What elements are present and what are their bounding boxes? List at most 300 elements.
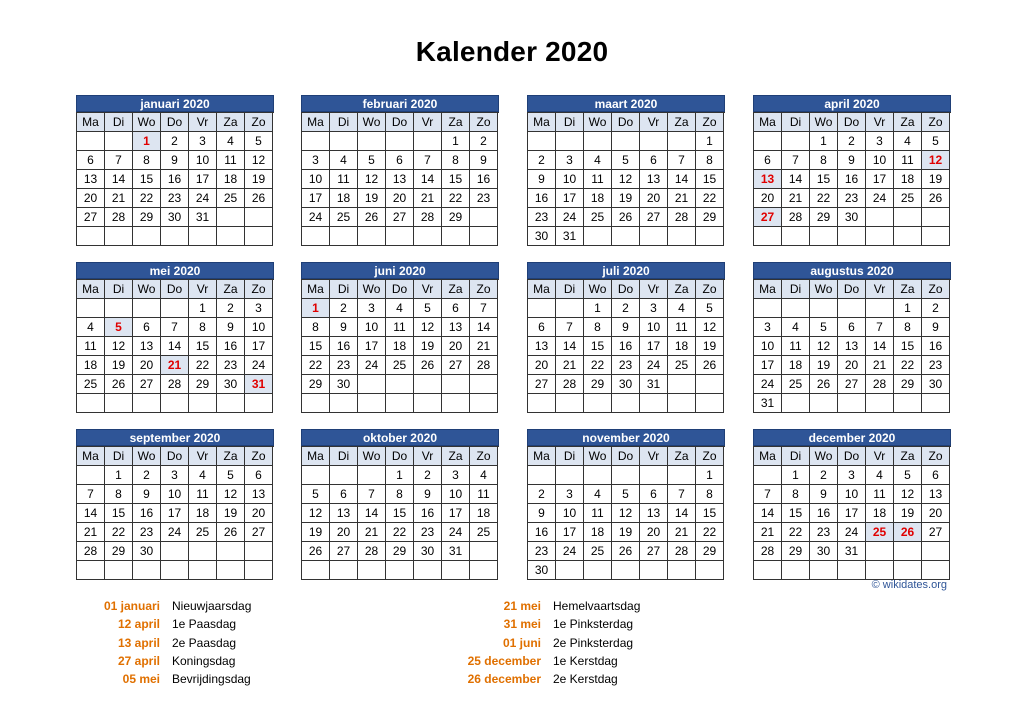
- day-cell: 16: [414, 504, 442, 523]
- weekday-header: Do: [386, 447, 414, 466]
- day-cell: 2: [838, 132, 866, 151]
- holiday-date: 01 januari: [103, 599, 160, 613]
- empty-day-cell: [302, 132, 330, 151]
- day-cell: 17: [189, 170, 217, 189]
- day-cell: 10: [442, 485, 470, 504]
- holiday-date: 25 december: [467, 653, 541, 668]
- day-cell: 29: [696, 542, 724, 561]
- day-cell: 12: [358, 170, 386, 189]
- empty-day-cell: [556, 466, 584, 485]
- empty-day-cell: [330, 466, 358, 485]
- day-cell: 21: [105, 189, 133, 208]
- empty-day-cell: [470, 375, 498, 394]
- day-cell: 19: [810, 356, 838, 375]
- empty-day-cell: [189, 561, 217, 580]
- day-cell: 16: [217, 337, 245, 356]
- day-cell: 3: [640, 299, 668, 318]
- empty-day-cell: [470, 542, 498, 561]
- month-title: augustus 2020: [753, 262, 951, 279]
- empty-day-cell: [105, 132, 133, 151]
- empty-day-cell: [245, 542, 273, 561]
- month-calendar: [753, 262, 951, 413]
- weekday-header: Vr: [189, 113, 217, 132]
- holiday-date: 01 juni: [502, 635, 541, 650]
- day-cell: 2: [922, 299, 950, 318]
- day-cell: 28: [77, 542, 105, 561]
- day-cell: 21: [668, 189, 696, 208]
- empty-day-cell: [414, 394, 442, 413]
- empty-day-cell: [584, 466, 612, 485]
- empty-day-cell: [782, 132, 810, 151]
- empty-day-cell: [414, 132, 442, 151]
- empty-day-cell: [810, 299, 838, 318]
- month-calendar: [527, 262, 725, 413]
- day-cell: 28: [668, 542, 696, 561]
- day-cell: 28: [668, 208, 696, 227]
- day-cell: 11: [217, 151, 245, 170]
- day-cell: 6: [640, 485, 668, 504]
- empty-day-cell: [612, 394, 640, 413]
- weekday-header: Do: [838, 447, 866, 466]
- empty-day-cell: [640, 132, 668, 151]
- day-cell: 30: [922, 375, 950, 394]
- day-cell: 17: [556, 189, 584, 208]
- day-cell: 20: [640, 523, 668, 542]
- holiday-name: Koningsdag: [172, 653, 236, 668]
- day-cell: 8: [442, 151, 470, 170]
- holiday-name: Hemelvaartsdag: [553, 599, 641, 613]
- day-cell: 2: [217, 299, 245, 318]
- month-days-grid: [753, 279, 951, 413]
- day-cell: 26: [217, 523, 245, 542]
- day-cell: 31: [442, 542, 470, 561]
- empty-day-cell: [838, 394, 866, 413]
- day-cell: 11: [668, 318, 696, 337]
- empty-day-cell: [245, 227, 273, 246]
- day-cell: 5: [696, 299, 724, 318]
- day-cell: 8: [696, 485, 724, 504]
- weekday-header: Wo: [584, 280, 612, 299]
- empty-day-cell: [810, 227, 838, 246]
- day-cell: 28: [105, 208, 133, 227]
- holiday-row: [60, 652, 251, 670]
- empty-day-cell: [442, 375, 470, 394]
- day-cell: 7: [556, 318, 584, 337]
- day-cell: 28: [754, 542, 782, 561]
- empty-day-cell: [77, 466, 105, 485]
- month-calendar: [301, 95, 499, 246]
- day-cell: 24: [442, 523, 470, 542]
- day-cell: 17: [838, 504, 866, 523]
- day-cell: 10: [245, 318, 273, 337]
- day-cell: 24: [245, 356, 273, 375]
- day-cell: 19: [217, 504, 245, 523]
- holiday-day-cell: 13: [754, 170, 782, 189]
- empty-day-cell: [556, 299, 584, 318]
- empty-day-cell: [161, 542, 189, 561]
- empty-day-cell: [77, 394, 105, 413]
- holiday-date: 31 mei: [503, 617, 541, 632]
- holiday-day-cell: 31: [245, 375, 273, 394]
- day-cell: 28: [161, 375, 189, 394]
- day-cell: 12: [612, 170, 640, 189]
- weekday-header: Di: [556, 113, 584, 132]
- day-cell: 3: [189, 132, 217, 151]
- day-cell: 9: [470, 151, 498, 170]
- day-cell: 13: [922, 485, 950, 504]
- day-cell: 7: [161, 318, 189, 337]
- page-title: Kalender 2020: [415, 36, 609, 67]
- weekday-header: Zo: [922, 280, 950, 299]
- day-cell: 18: [894, 170, 922, 189]
- empty-day-cell: [302, 227, 330, 246]
- holiday-name: Bevrijdingsdag: [172, 672, 251, 687]
- weekday-header: Do: [838, 280, 866, 299]
- empty-day-cell: [302, 394, 330, 413]
- day-cell: 5: [612, 485, 640, 504]
- day-cell: 7: [668, 485, 696, 504]
- day-cell: 26: [922, 189, 950, 208]
- day-cell: 29: [189, 375, 217, 394]
- day-cell: 5: [358, 151, 386, 170]
- empty-day-cell: [330, 561, 358, 580]
- day-cell: 12: [302, 504, 330, 523]
- month-days-grid: [301, 112, 499, 246]
- day-cell: 3: [838, 466, 866, 485]
- day-cell: 8: [386, 485, 414, 504]
- month-title: september 2020: [76, 429, 274, 446]
- empty-day-cell: [584, 561, 612, 580]
- weekday-header: Di: [105, 113, 133, 132]
- empty-day-cell: [133, 299, 161, 318]
- day-cell: 4: [217, 132, 245, 151]
- day-cell: 2: [612, 299, 640, 318]
- weekday-header: Do: [612, 113, 640, 132]
- holiday-name: 2e Paasdag: [172, 635, 237, 650]
- empty-day-cell: [414, 561, 442, 580]
- empty-day-cell: [922, 227, 950, 246]
- weekday-header: Di: [105, 280, 133, 299]
- day-cell: 12: [217, 485, 245, 504]
- day-cell: 29: [133, 208, 161, 227]
- empty-day-cell: [894, 542, 922, 561]
- day-cell: 21: [77, 523, 105, 542]
- weekday-header: Di: [782, 447, 810, 466]
- empty-day-cell: [696, 227, 724, 246]
- day-cell: 20: [386, 189, 414, 208]
- empty-day-cell: [668, 227, 696, 246]
- day-cell: 5: [894, 466, 922, 485]
- weekday-header: Vr: [189, 280, 217, 299]
- day-cell: 30: [133, 542, 161, 561]
- day-cell: 9: [528, 170, 556, 189]
- weekday-header: Za: [217, 447, 245, 466]
- day-cell: 22: [386, 523, 414, 542]
- weekday-header: Za: [668, 113, 696, 132]
- weekday-header: Zo: [245, 113, 273, 132]
- month-days-grid: [76, 446, 274, 580]
- holiday-name: Nieuwjaarsdag: [172, 599, 252, 613]
- day-cell: 29: [105, 542, 133, 561]
- day-cell: 27: [330, 542, 358, 561]
- day-cell: 18: [782, 356, 810, 375]
- day-cell: 18: [470, 504, 498, 523]
- weekday-header: Zo: [696, 447, 724, 466]
- day-cell: 12: [105, 337, 133, 356]
- weekday-header: Vr: [189, 447, 217, 466]
- day-cell: 29: [810, 208, 838, 227]
- day-cell: 15: [442, 170, 470, 189]
- empty-day-cell: [668, 375, 696, 394]
- holiday-row: [60, 597, 251, 615]
- empty-day-cell: [358, 394, 386, 413]
- weekday-header: Wo: [584, 113, 612, 132]
- day-cell: 13: [133, 337, 161, 356]
- empty-day-cell: [754, 132, 782, 151]
- day-cell: 10: [556, 504, 584, 523]
- weekday-header: Za: [668, 447, 696, 466]
- day-cell: 9: [330, 318, 358, 337]
- day-cell: 9: [810, 485, 838, 504]
- empty-day-cell: [866, 227, 894, 246]
- weekday-header: Ma: [754, 280, 782, 299]
- day-cell: 27: [245, 523, 273, 542]
- day-cell: 4: [866, 466, 894, 485]
- holiday-list-left: [60, 597, 251, 688]
- day-cell: 25: [894, 189, 922, 208]
- credit-link[interactable]: © wikidates.org: [871, 579, 947, 591]
- day-cell: 13: [330, 504, 358, 523]
- day-cell: 27: [442, 356, 470, 375]
- empty-day-cell: [556, 132, 584, 151]
- weekday-header: Zo: [470, 113, 498, 132]
- day-cell: 23: [922, 356, 950, 375]
- weekday-header: Wo: [358, 113, 386, 132]
- day-cell: 25: [77, 375, 105, 394]
- day-cell: 18: [77, 356, 105, 375]
- empty-day-cell: [838, 299, 866, 318]
- month-days-grid: [76, 112, 274, 246]
- day-cell: 20: [133, 356, 161, 375]
- empty-day-cell: [866, 394, 894, 413]
- day-cell: 6: [77, 151, 105, 170]
- day-cell: 22: [894, 356, 922, 375]
- weekday-header: Vr: [414, 280, 442, 299]
- month-calendar: [76, 262, 274, 413]
- day-cell: 2: [528, 485, 556, 504]
- day-cell: 28: [414, 208, 442, 227]
- month-title: juni 2020: [301, 262, 499, 279]
- day-cell: 29: [782, 542, 810, 561]
- weekday-header: Vr: [640, 113, 668, 132]
- holiday-list-right: [441, 597, 640, 688]
- empty-day-cell: [894, 227, 922, 246]
- holiday-date: 13 april: [117, 635, 160, 650]
- day-cell: 16: [528, 523, 556, 542]
- day-cell: 26: [245, 189, 273, 208]
- day-cell: 4: [77, 318, 105, 337]
- day-cell: 7: [358, 485, 386, 504]
- day-cell: 14: [668, 170, 696, 189]
- day-cell: 14: [470, 318, 498, 337]
- day-cell: 11: [584, 170, 612, 189]
- day-cell: 20: [838, 356, 866, 375]
- day-cell: 21: [470, 337, 498, 356]
- day-cell: 24: [640, 356, 668, 375]
- empty-day-cell: [640, 561, 668, 580]
- day-cell: 10: [189, 151, 217, 170]
- day-cell: 2: [161, 132, 189, 151]
- empty-day-cell: [358, 375, 386, 394]
- day-cell: 9: [414, 485, 442, 504]
- weekday-header: Zo: [470, 280, 498, 299]
- day-cell: 25: [189, 523, 217, 542]
- empty-day-cell: [782, 227, 810, 246]
- day-cell: 30: [330, 375, 358, 394]
- empty-day-cell: [866, 561, 894, 580]
- day-cell: 16: [470, 170, 498, 189]
- empty-day-cell: [470, 227, 498, 246]
- day-cell: 15: [302, 337, 330, 356]
- day-cell: 14: [414, 170, 442, 189]
- day-cell: 4: [386, 299, 414, 318]
- holiday-row: [60, 670, 251, 688]
- empty-day-cell: [386, 132, 414, 151]
- day-cell: 8: [302, 318, 330, 337]
- day-cell: 5: [217, 466, 245, 485]
- day-cell: 12: [245, 151, 273, 170]
- weekday-header: Zo: [696, 280, 724, 299]
- day-cell: 9: [161, 151, 189, 170]
- day-cell: 17: [442, 504, 470, 523]
- day-cell: 28: [358, 542, 386, 561]
- day-cell: 8: [696, 151, 724, 170]
- empty-day-cell: [386, 561, 414, 580]
- day-cell: 12: [696, 318, 724, 337]
- empty-day-cell: [528, 132, 556, 151]
- weekday-header: Do: [161, 280, 189, 299]
- day-cell: 31: [556, 227, 584, 246]
- day-cell: 17: [245, 337, 273, 356]
- day-cell: 21: [866, 356, 894, 375]
- day-cell: 7: [414, 151, 442, 170]
- month-calendar: [527, 95, 725, 246]
- day-cell: 21: [754, 523, 782, 542]
- weekday-header: Do: [386, 280, 414, 299]
- empty-day-cell: [77, 227, 105, 246]
- month-calendar: [301, 429, 499, 580]
- month-calendar: [301, 262, 499, 413]
- empty-day-cell: [894, 561, 922, 580]
- day-cell: 24: [302, 208, 330, 227]
- day-cell: 23: [528, 542, 556, 561]
- day-cell: 1: [189, 299, 217, 318]
- day-cell: 20: [640, 189, 668, 208]
- empty-day-cell: [217, 542, 245, 561]
- holiday-name: 2e Pinksterdag: [553, 635, 634, 650]
- empty-day-cell: [77, 299, 105, 318]
- month-days-grid: [527, 279, 725, 413]
- empty-day-cell: [528, 466, 556, 485]
- day-cell: 5: [612, 151, 640, 170]
- day-cell: 1: [386, 466, 414, 485]
- day-cell: 18: [584, 189, 612, 208]
- day-cell: 2: [470, 132, 498, 151]
- day-cell: 29: [584, 375, 612, 394]
- month-days-grid: [527, 446, 725, 580]
- day-cell: 2: [810, 466, 838, 485]
- day-cell: 18: [668, 337, 696, 356]
- empty-day-cell: [696, 394, 724, 413]
- day-cell: 16: [612, 337, 640, 356]
- month-calendar: [527, 429, 725, 580]
- day-cell: 31: [189, 208, 217, 227]
- weekday-header: Ma: [528, 280, 556, 299]
- day-cell: 30: [838, 208, 866, 227]
- month-title: januari 2020: [76, 95, 274, 112]
- day-cell: 21: [782, 189, 810, 208]
- day-cell: 23: [330, 356, 358, 375]
- month-title: juli 2020: [527, 262, 725, 279]
- day-cell: 27: [133, 375, 161, 394]
- empty-day-cell: [584, 132, 612, 151]
- day-cell: 15: [696, 170, 724, 189]
- empty-day-cell: [528, 299, 556, 318]
- day-cell: 9: [528, 504, 556, 523]
- weekday-header: Do: [612, 280, 640, 299]
- day-cell: 12: [810, 337, 838, 356]
- empty-day-cell: [330, 132, 358, 151]
- day-cell: 6: [133, 318, 161, 337]
- day-cell: 10: [838, 485, 866, 504]
- day-cell: 20: [754, 189, 782, 208]
- day-cell: 14: [556, 337, 584, 356]
- day-cell: 14: [668, 504, 696, 523]
- empty-day-cell: [668, 466, 696, 485]
- empty-day-cell: [77, 132, 105, 151]
- day-cell: 11: [386, 318, 414, 337]
- empty-day-cell: [782, 394, 810, 413]
- day-cell: 20: [245, 504, 273, 523]
- empty-day-cell: [894, 208, 922, 227]
- day-cell: 26: [696, 356, 724, 375]
- weekday-header: Za: [894, 447, 922, 466]
- day-cell: 9: [838, 151, 866, 170]
- day-cell: 27: [922, 523, 950, 542]
- holiday-date: 21 mei: [503, 599, 541, 613]
- day-cell: 22: [810, 189, 838, 208]
- day-cell: 8: [133, 151, 161, 170]
- weekday-header: Vr: [866, 113, 894, 132]
- day-cell: 25: [470, 523, 498, 542]
- day-cell: 24: [556, 542, 584, 561]
- weekday-header: Do: [161, 113, 189, 132]
- weekday-header: Wo: [810, 280, 838, 299]
- day-cell: 19: [358, 189, 386, 208]
- day-cell: 4: [584, 485, 612, 504]
- day-cell: 13: [528, 337, 556, 356]
- empty-day-cell: [754, 466, 782, 485]
- weekday-header: Ma: [302, 447, 330, 466]
- weekday-header: Ma: [528, 447, 556, 466]
- day-cell: 20: [330, 523, 358, 542]
- weekday-header: Di: [330, 280, 358, 299]
- day-cell: 15: [105, 504, 133, 523]
- empty-day-cell: [640, 466, 668, 485]
- day-cell: 10: [302, 170, 330, 189]
- day-cell: 20: [922, 504, 950, 523]
- weekday-header: Di: [105, 447, 133, 466]
